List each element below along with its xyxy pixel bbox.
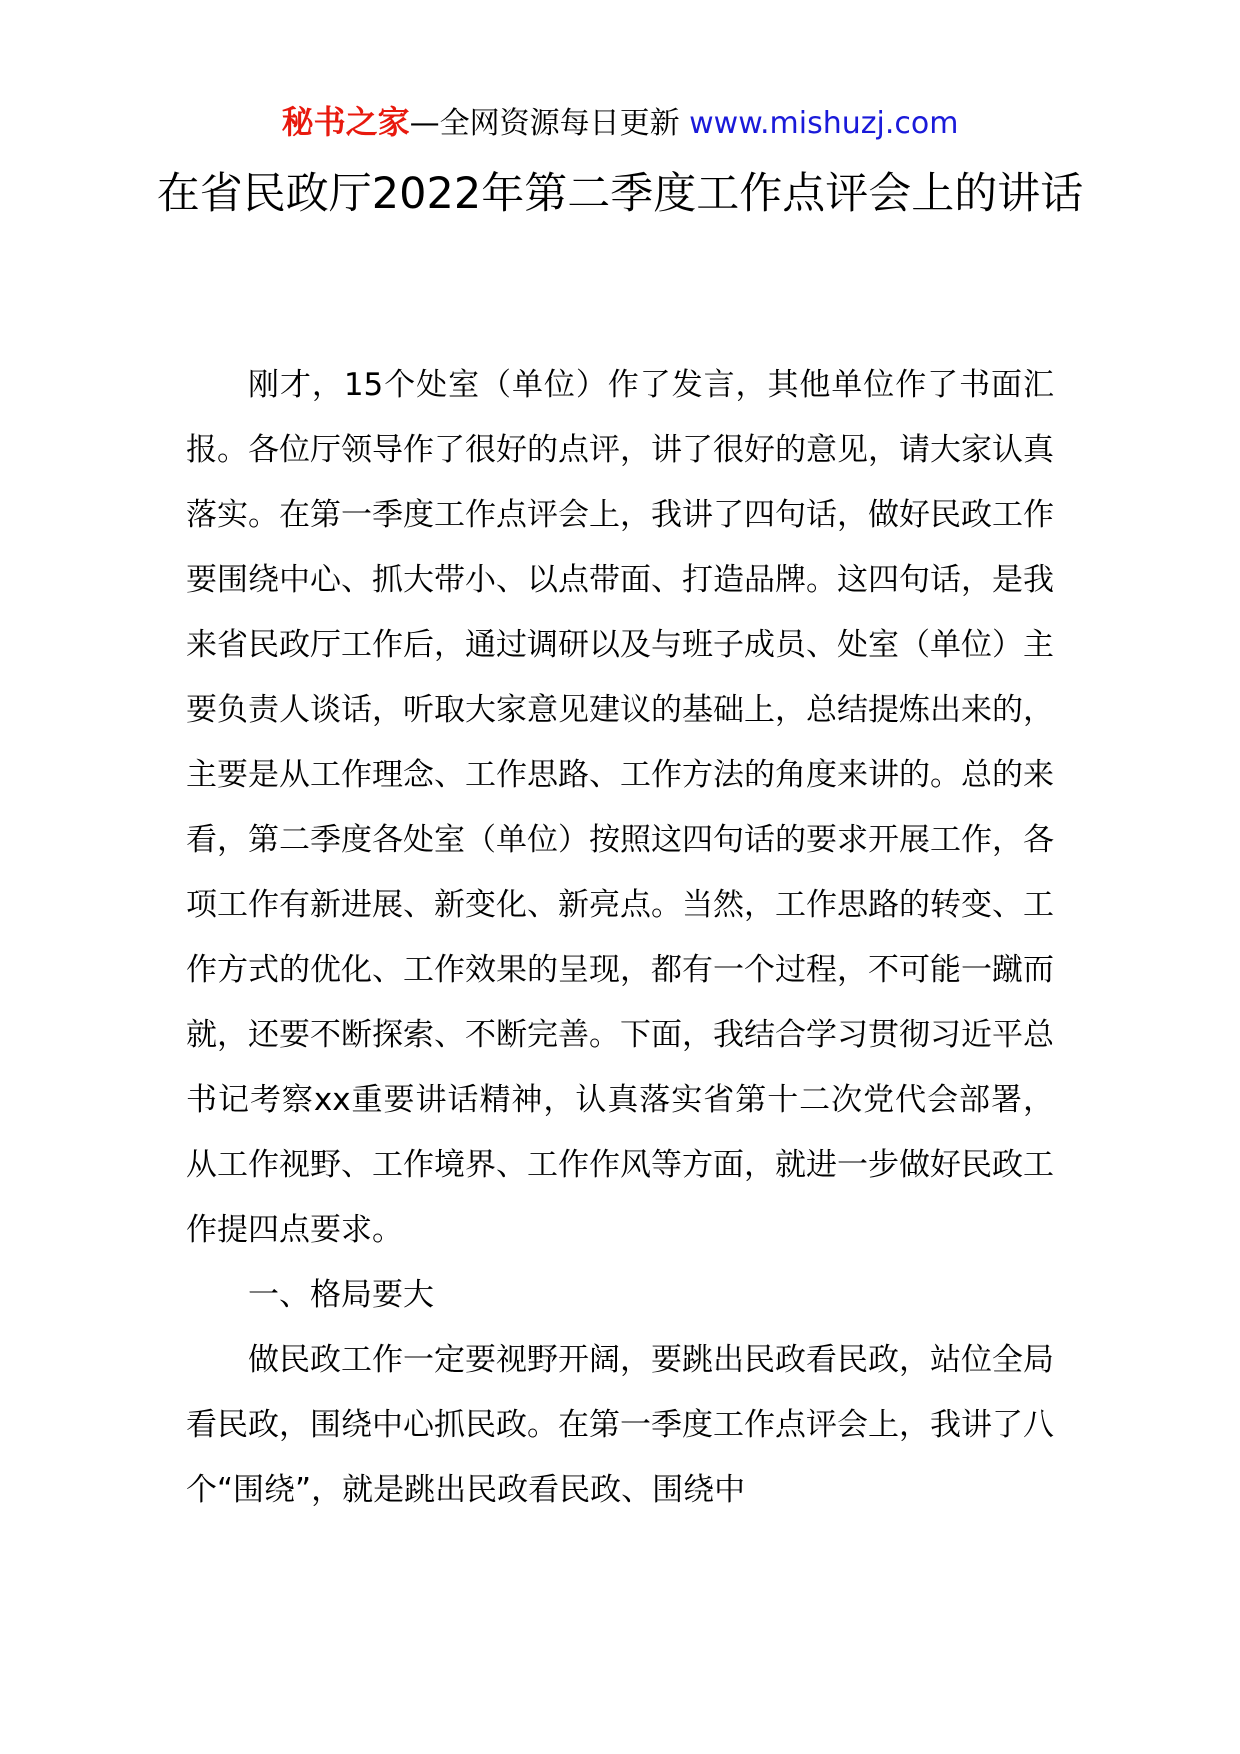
- section-heading-1: 一、格局要大: [248, 1277, 434, 1313]
- brand-name: 秘书之家: [281, 103, 410, 141]
- watermark-header: [0, 100, 1240, 146]
- document-body: [186, 353, 1054, 1523]
- site-url-link[interactable]: www.mishuzj.com: [689, 106, 959, 141]
- header-tagline: —全网资源每日更新: [409, 106, 680, 141]
- document-title: 在省民政厅2022年第二季度工作点评会上的讲话: [156, 169, 1084, 219]
- intro-paragraph: 刚才，15个处室（单位）作了发言，其他单位作了书面汇报。各位厅领导作了很好的点评，讲了很好的意见，请大家认真落实。在第一季度工作点评会上，我讲了四句话，做好民政工作要围绕中心、抓大带小、以点带面、打造品牌。这四句话，是我来省民政厅工作后，通过调研以及与班子成员、处室（单位）主要负责人谈话，听取大家意见建议的基础上，总结提炼出来的，主要是从工作理念、工作思路、工作方法的角度来讲的。总的来看，第二季度各处室（单位）按照这四句话的要求开展工作，各项工作有新进展、新变化、新亮点。当然，工作思路的转变、工作方式的优化、工作效果的呈现，都有一个过程，不可能一蹴而就，还要不断探索、不断完善。下面，我结合学习贯彻习近平总书记考察xx重要讲话精神，认真落实省第十二次党代会部署，从工作视野、工作境界、工作作风等方面，就进一步做好民政工作提四点要求。: [186, 367, 1054, 1248]
- section-1-paragraph: 做民政工作一定要视野开阔，要跳出民政看民政，站位全局看民政，围绕中心抓民政。在第一季度工作点评会上，我讲了八个“围绕”，就是跳出民政看民政、围绕中: [186, 1342, 1054, 1508]
